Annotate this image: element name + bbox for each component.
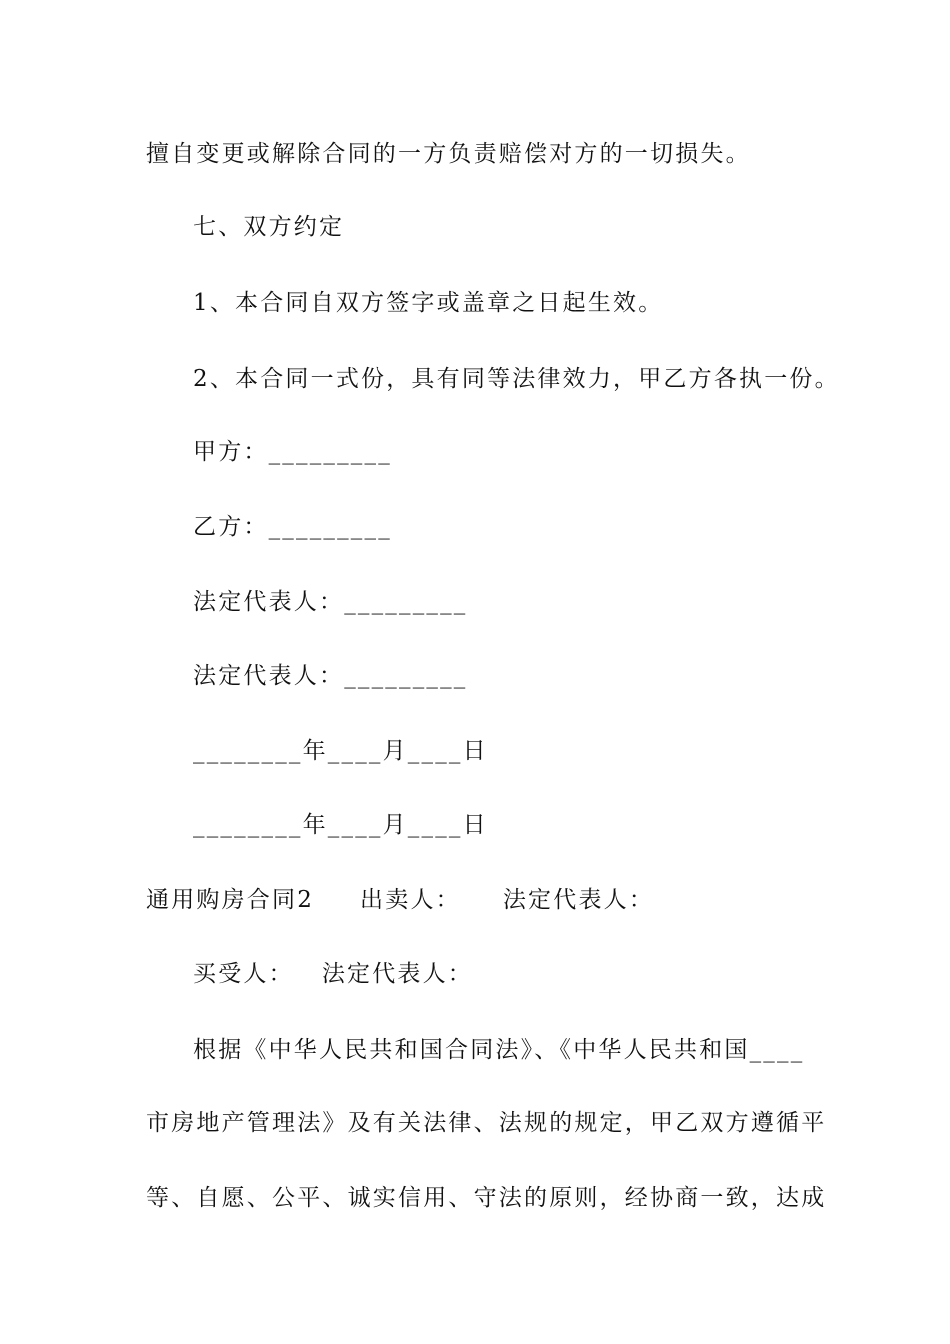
buyer-rep-label: 法定代表人： — [321, 961, 474, 987]
section2-header — [146, 885, 654, 915]
clause-2: 2、本合同一式份，具有同等法律效力，甲乙方各执一份。 — [193, 366, 840, 392]
paragraph-line-1: 根据《中华人民共和国合同法》、《中华人民共和国____ — [193, 1037, 805, 1063]
clause-1: 1、本合同自双方签字或盖章之日起生效。 — [193, 290, 664, 316]
party-b-signature: 乙方：_________ — [193, 514, 392, 540]
paragraph-line-3: 等、自愿、公平、诚实信用、守法的原则，经协商一致，达成 — [146, 1185, 827, 1211]
seller-rep-label: 法定代表人： — [502, 887, 655, 913]
buyer-label: 买受人： — [193, 961, 294, 987]
seller-label: 出卖人： — [360, 887, 461, 913]
date-line-2: ________年____月____日 — [193, 812, 488, 838]
section2-title: 通用购房合同2 — [146, 887, 315, 913]
legal-rep-signature-2: 法定代表人：_________ — [193, 663, 468, 689]
party-a-signature: 甲方：_________ — [193, 439, 392, 465]
date-line-1: ________年____月____日 — [193, 738, 488, 764]
text-line-liability: 擅自变更或解除合同的一方负责赔偿对方的一切损失。 — [146, 141, 751, 167]
paragraph-line-2: 市房地产管理法》及有关法律、法规的规定，甲乙双方遵循平 — [146, 1110, 827, 1136]
buyer-line — [193, 959, 473, 989]
legal-rep-signature-1: 法定代表人：_________ — [193, 589, 468, 615]
section-heading-agreement: 七、双方约定 — [193, 214, 345, 240]
